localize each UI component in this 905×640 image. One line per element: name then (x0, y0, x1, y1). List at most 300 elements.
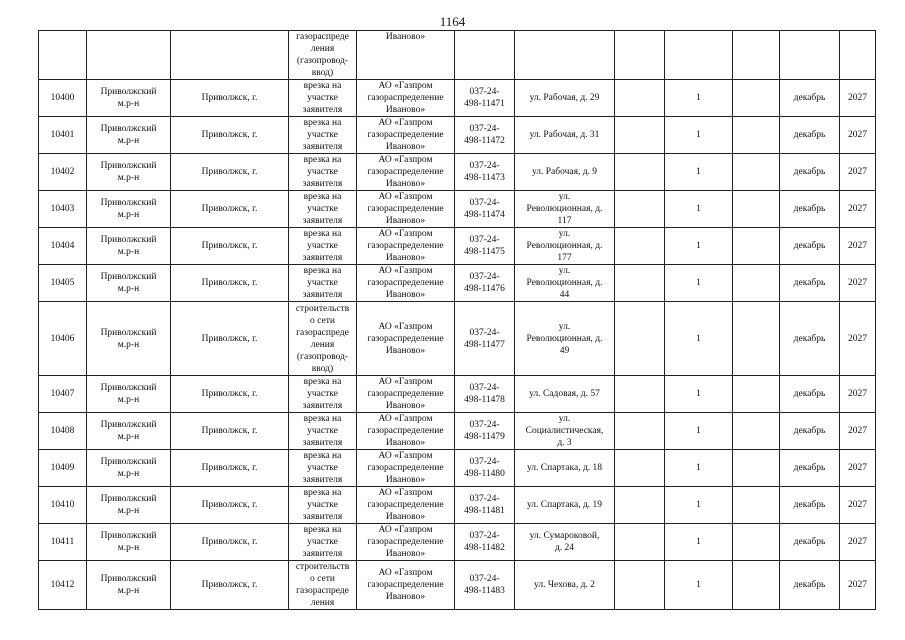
cell-district (87, 561, 171, 610)
cell-operator (357, 302, 455, 376)
cell-quantity (665, 487, 733, 524)
text-line: 498-11473 (464, 173, 505, 183)
text-line: 498-11476 (464, 284, 505, 294)
text-line: Иваново» (385, 216, 426, 226)
cell-month (780, 154, 840, 191)
text-line: Иваново» (385, 475, 426, 485)
text-line: газораспределение (367, 333, 444, 344)
cell-city (171, 191, 289, 228)
cell-operator (357, 413, 455, 450)
cell-year (840, 154, 876, 191)
cell-year (840, 524, 876, 561)
cell-city (171, 228, 289, 265)
cell-month-text: декабрь (793, 130, 826, 140)
text-line: Революционная, д. (526, 204, 603, 214)
text-line: заявителя (302, 401, 343, 411)
cell-code (455, 265, 515, 302)
cell-empty (615, 265, 665, 302)
cell-month (780, 487, 840, 524)
cell-month-text: декабрь (793, 537, 826, 547)
text-line: заявителя (302, 179, 343, 189)
text-line: АО «Газпром (378, 192, 433, 202)
cell-operator (357, 154, 455, 191)
cell-empty (615, 302, 665, 376)
cell-work-type (289, 376, 357, 413)
cell-year-text: 2027 (848, 463, 867, 473)
cell-year (840, 450, 876, 487)
text-line: заявителя (302, 105, 343, 115)
cell-work-type (289, 117, 357, 154)
cell-operator (357, 31, 455, 80)
cell-id-text: 10407 (50, 389, 75, 399)
cell-id-text: 10411 (50, 537, 75, 547)
cell-city-text: Приволжск, г. (201, 580, 258, 590)
table-row (39, 191, 876, 228)
text-line: Приволжский (100, 531, 157, 541)
text-line: 498-11483 (464, 586, 505, 596)
page-number: 1164 (439, 14, 466, 29)
cell-district (87, 487, 171, 524)
text-line: врезка на (303, 414, 342, 424)
cell-quantity-text: 1 (696, 278, 701, 288)
text-line: газораспределение (367, 278, 444, 288)
cell-quantity (665, 154, 733, 191)
cell-code (455, 487, 515, 524)
text-line: ввод) (311, 68, 334, 78)
text-line: о сети (310, 574, 335, 584)
cell-empty (615, 31, 665, 80)
text-line: газораспределение (367, 130, 444, 140)
text-line: АО «Газпром (378, 118, 433, 128)
text-line: АО «Газпром (378, 266, 433, 276)
cell-empty (733, 450, 780, 487)
cell-work-type (289, 265, 357, 302)
cell-year (840, 228, 876, 265)
cell-quantity (665, 117, 733, 154)
cell-quantity-text: 1 (696, 204, 701, 214)
text-line: 037-24- (469, 420, 500, 430)
cell-empty (615, 117, 665, 154)
cell-address (515, 31, 615, 80)
cell-id-text: 10403 (50, 204, 75, 214)
text-line: ул. Рабочая, д. 29 (529, 93, 600, 103)
table-row (39, 117, 876, 154)
cell-year-text: 2027 (848, 241, 867, 251)
cell-quantity-text: 1 (696, 537, 701, 547)
text-line: АО «Газпром (378, 488, 433, 498)
cell-work-type (289, 524, 357, 561)
text-line: АО «Газпром (378, 81, 433, 91)
cell-quantity-text: 1 (696, 500, 701, 510)
table-row (39, 524, 876, 561)
cell-month (780, 191, 840, 228)
cell-code (455, 154, 515, 191)
cell-code (455, 376, 515, 413)
text-line: Приволжский (100, 272, 157, 282)
text-line: заявителя (302, 290, 343, 300)
cell-address (515, 302, 615, 376)
cell-quantity-text: 1 (696, 241, 701, 251)
text-line: Приволжский (100, 420, 157, 430)
text-line: врезка на (303, 488, 342, 498)
text-line: (газопровод- (296, 351, 349, 362)
cell-empty (615, 80, 665, 117)
text-line: 498-11474 (464, 210, 505, 220)
cell-month (780, 265, 840, 302)
cell-city (171, 487, 289, 524)
text-line: 037-24- (469, 198, 500, 208)
cell-quantity (665, 80, 733, 117)
cell-year (840, 487, 876, 524)
cell-id-text: 10408 (50, 426, 75, 436)
text-line: Приволжский (100, 574, 157, 584)
table-row (39, 487, 876, 524)
text-line: д. 3 (557, 438, 572, 448)
cell-month-text: декабрь (793, 167, 826, 177)
text-line: АО «Газпром (378, 414, 433, 424)
text-line: ул. (558, 414, 571, 424)
cell-work-type (289, 228, 357, 265)
text-line: ул. (558, 266, 571, 276)
cell-empty (615, 413, 665, 450)
text-line: участке (307, 463, 338, 473)
cell-id (39, 376, 87, 413)
cell-code (455, 413, 515, 450)
cell-work-type (289, 191, 357, 228)
text-line: газораспределение (367, 93, 444, 103)
text-line: 177 (557, 253, 572, 263)
cell-id-text: 10405 (50, 278, 75, 288)
text-line: 498-11478 (464, 395, 505, 405)
text-line: газораспреде (296, 586, 349, 596)
cell-quantity-text: 1 (696, 580, 701, 590)
text-line: м.р-н (117, 339, 140, 350)
cell-year-text: 2027 (848, 278, 867, 288)
table-row (39, 450, 876, 487)
text-line: Революционная, д. (526, 278, 603, 288)
cell-empty (733, 413, 780, 450)
cell-quantity (665, 524, 733, 561)
cell-month (780, 561, 840, 610)
cell-district (87, 524, 171, 561)
table-row-continued (39, 31, 876, 80)
text-line: врезка на (303, 192, 342, 202)
text-line: газораспределение (367, 537, 444, 547)
cell-empty (733, 302, 780, 376)
cell-month-text: декабрь (793, 204, 826, 214)
cell-city (171, 561, 289, 610)
text-line: 037-24- (469, 327, 500, 338)
text-line: 037-24- (469, 531, 500, 541)
text-line: заявителя (302, 438, 343, 448)
cell-year (840, 561, 876, 610)
text-line: участке (307, 241, 338, 251)
cell-district (87, 191, 171, 228)
cell-empty (733, 31, 780, 80)
text-line: АО «Газпром (378, 525, 433, 535)
table-row (39, 265, 876, 302)
text-line: участке (307, 500, 338, 510)
table-row (39, 228, 876, 265)
cell-id (39, 117, 87, 154)
text-line: 037-24- (469, 235, 500, 245)
cell-city-text: Приволжск, г. (201, 500, 258, 510)
cell-id (39, 487, 87, 524)
cell-empty (733, 154, 780, 191)
cell-district (87, 154, 171, 191)
cell-id (39, 191, 87, 228)
text-line: д. 24 (554, 543, 575, 553)
text-line: м.р-н (117, 210, 140, 220)
cell-year-text: 2027 (848, 204, 867, 214)
cell-empty (615, 450, 665, 487)
cell-empty (615, 376, 665, 413)
cell-city-text: Приволжск, г. (201, 426, 258, 436)
cell-code (455, 80, 515, 117)
text-line: ул. (558, 192, 571, 202)
cell-address (515, 524, 615, 561)
cell-city-text: Приволжск, г. (201, 278, 258, 288)
text-line: газораспреде (296, 327, 349, 338)
text-line: Иваново» (385, 179, 426, 189)
cell-city (171, 302, 289, 376)
cell-empty (733, 265, 780, 302)
text-line: ул. Чехова, д. 2 (534, 580, 595, 590)
cell-quantity (665, 450, 733, 487)
cell-year-text: 2027 (848, 130, 867, 140)
cell-id (39, 302, 87, 376)
cell-city (171, 154, 289, 191)
cell-empty (615, 524, 665, 561)
table-body (39, 31, 876, 610)
cell-city (171, 80, 289, 117)
cell-month (780, 117, 840, 154)
text-line: Иваново» (385, 401, 426, 411)
text-line: ления (310, 339, 335, 350)
cell-city (171, 524, 289, 561)
text-line: 498-11475 (464, 247, 505, 257)
cell-year (840, 117, 876, 154)
cell-year (840, 31, 876, 80)
cell-quantity-text: 1 (696, 389, 701, 399)
cell-id (39, 228, 87, 265)
text-line: заявителя (302, 512, 343, 522)
text-line: 498-11471 (464, 99, 505, 109)
text-line: ления (310, 598, 335, 608)
text-line: 498-11477 (464, 339, 505, 350)
text-line: Иваново» (385, 290, 426, 300)
text-line: ул. Рабочая, д. 31 (529, 130, 600, 140)
text-line: 037-24- (469, 87, 500, 97)
text-line: участке (307, 93, 338, 103)
text-line: 49 (559, 345, 570, 356)
cell-empty (733, 561, 780, 610)
table-row (39, 80, 876, 117)
cell-id (39, 265, 87, 302)
text-line: Революционная, д. (526, 241, 603, 251)
text-line: 498-11480 (464, 469, 505, 479)
cell-id (39, 413, 87, 450)
text-line: АО «Газпром (378, 155, 433, 165)
text-line: 498-11479 (464, 432, 505, 442)
cell-quantity-text: 1 (696, 463, 701, 473)
cell-district (87, 450, 171, 487)
text-line: 037-24- (469, 161, 500, 171)
cell-work-type (289, 450, 357, 487)
text-line: 44 (559, 290, 570, 300)
cell-district (87, 31, 171, 80)
cell-city (171, 413, 289, 450)
cell-id-text: 10410 (50, 500, 75, 510)
text-line: АО «Газпром (378, 229, 433, 239)
text-line: газораспреде (296, 32, 349, 42)
text-line: строительств (295, 303, 350, 314)
cell-city-text: Приволжск, г. (201, 130, 258, 140)
cell-city-text: Приволжск, г. (201, 537, 258, 547)
text-line: Иваново» (385, 512, 426, 522)
text-line: Иваново» (385, 105, 426, 115)
cell-month-text: декабрь (793, 463, 826, 473)
cell-city-text: Приволжск, г. (201, 204, 258, 214)
cell-empty (733, 524, 780, 561)
cell-year-text: 2027 (848, 93, 867, 103)
text-line: 037-24- (469, 124, 500, 134)
cell-id (39, 561, 87, 610)
cell-quantity-text: 1 (696, 130, 701, 140)
text-line: м.р-н (117, 136, 140, 146)
table-row (39, 376, 876, 413)
cell-address (515, 487, 615, 524)
text-line: газораспределение (367, 500, 444, 510)
cell-code (455, 450, 515, 487)
text-line: м.р-н (117, 284, 140, 294)
cell-year-text: 2027 (848, 500, 867, 510)
cell-id (39, 524, 87, 561)
cell-quantity (665, 228, 733, 265)
cell-address (515, 154, 615, 191)
text-line: участке (307, 389, 338, 399)
cell-operator (357, 80, 455, 117)
cell-operator (357, 265, 455, 302)
cell-month-text: декабрь (793, 241, 826, 251)
cell-year (840, 376, 876, 413)
cell-city-text: Приволжск, г. (201, 167, 258, 177)
text-line: участке (307, 130, 338, 140)
cell-month-text: декабрь (793, 426, 826, 436)
cell-operator (357, 228, 455, 265)
text-line: газораспределение (367, 426, 444, 436)
text-line: 037-24- (469, 494, 500, 504)
cell-city-text: Приволжск, г. (201, 389, 258, 399)
cell-quantity-text: 1 (696, 167, 701, 177)
text-line: Социалистическая, (525, 426, 604, 436)
cell-district (87, 117, 171, 154)
cell-code (455, 561, 515, 610)
text-line: Приволжский (100, 87, 157, 97)
cell-quantity-text: 1 (696, 333, 701, 344)
text-line: участке (307, 278, 338, 288)
text-line: ул. (558, 321, 571, 332)
text-line: м.р-н (117, 395, 140, 405)
cell-work-type (289, 80, 357, 117)
cell-id-text: 10404 (50, 241, 75, 251)
text-line: АО «Газпром (378, 321, 433, 332)
text-line: газораспределение (367, 204, 444, 214)
cell-year (840, 413, 876, 450)
text-line: врезка на (303, 525, 342, 535)
cell-city (171, 265, 289, 302)
text-line: (газопровод- (296, 56, 349, 66)
cell-month (780, 80, 840, 117)
cell-empty (615, 487, 665, 524)
cell-id (39, 80, 87, 117)
registry-table (38, 30, 876, 610)
text-line: ул. (558, 229, 571, 239)
cell-quantity (665, 265, 733, 302)
text-line: врезка на (303, 266, 342, 276)
text-line: Иваново» (385, 549, 426, 559)
text-line: ул. Спартака, д. 18 (526, 463, 603, 473)
text-line: заявителя (302, 549, 343, 559)
cell-operator (357, 376, 455, 413)
cell-city-text: Приволжск, г. (201, 93, 258, 103)
cell-empty (733, 117, 780, 154)
cell-quantity (665, 376, 733, 413)
text-line: Приволжский (100, 124, 157, 134)
text-line: газораспределение (367, 167, 444, 177)
cell-year-text: 2027 (848, 333, 867, 344)
text-line: заявителя (302, 475, 343, 485)
text-line: Иваново» (385, 253, 426, 263)
cell-month (780, 31, 840, 80)
text-line: о сети (310, 315, 335, 326)
text-line: ул. Садовая, д. 57 (529, 389, 600, 399)
text-line: АО «Газпром (378, 451, 433, 461)
cell-address (515, 450, 615, 487)
text-line: м.р-н (117, 432, 140, 442)
cell-address (515, 191, 615, 228)
cell-year-text: 2027 (848, 580, 867, 590)
cell-empty (615, 228, 665, 265)
cell-id-text: 10400 (50, 93, 75, 103)
cell-work-type (289, 487, 357, 524)
cell-code (455, 524, 515, 561)
text-line: участке (307, 537, 338, 547)
cell-year (840, 191, 876, 228)
cell-month-text: декабрь (793, 93, 826, 103)
text-line: 498-11481 (464, 506, 505, 516)
text-line: 498-11482 (464, 543, 505, 553)
text-line: строительств (295, 562, 350, 572)
cell-month (780, 376, 840, 413)
cell-city (171, 450, 289, 487)
cell-id-text: 10406 (50, 333, 75, 344)
cell-quantity (665, 302, 733, 376)
text-line: Приволжский (100, 235, 157, 245)
cell-address (515, 117, 615, 154)
cell-operator (357, 561, 455, 610)
cell-address (515, 376, 615, 413)
cell-year (840, 302, 876, 376)
text-line: м.р-н (117, 173, 140, 183)
cell-work-type (289, 302, 357, 376)
text-line: ул. Спартака, д. 19 (526, 500, 603, 510)
text-line: Иваново» (385, 32, 426, 42)
text-line: 117 (557, 216, 572, 226)
cell-month (780, 413, 840, 450)
cell-quantity (665, 413, 733, 450)
cell-work-type (289, 31, 357, 80)
